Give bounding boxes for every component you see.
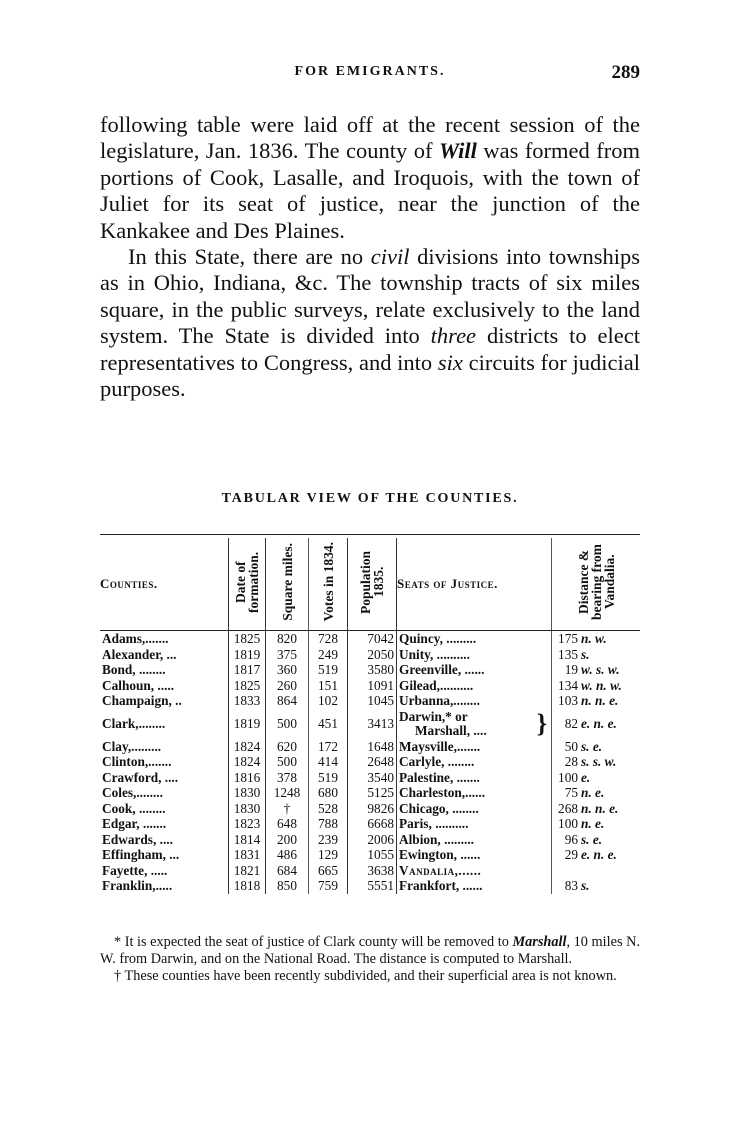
distance-miles: 268 (558, 800, 578, 816)
date-of-formation-cell: 1817 (229, 662, 266, 678)
seat-of-justice-cell: Carlyle, ........ (397, 754, 552, 770)
votes-cell: 249 (309, 647, 348, 663)
table-row (100, 709, 640, 739)
header-distance (552, 538, 641, 631)
square-miles-cell: 500 (277, 754, 297, 769)
county-name-cell: Edwards, .... (102, 831, 173, 847)
header-votes (309, 538, 348, 631)
seat-of-justice-cell: Gilead,.......... (397, 678, 552, 694)
distance-bearing-cell (552, 662, 641, 678)
population-cell: 6668 (348, 816, 397, 832)
square-miles-cell: 375 (277, 646, 297, 662)
seat-of-justice-cell: Frankfort, ...... (397, 878, 552, 894)
header-counties: Counties. (100, 538, 229, 631)
header-date-of-formation (229, 538, 266, 631)
table-body (100, 631, 640, 894)
date-of-formation-cell: 1814 (229, 832, 266, 848)
population-cell: 3413 (348, 709, 397, 739)
text-run: circuits for judicial purposes. (100, 349, 640, 402)
date-of-formation-cell: 1830 (229, 801, 266, 817)
seat-of-justice-cell: Unity, .......... (397, 647, 552, 663)
population-cell: 1055 (348, 847, 397, 863)
date-of-formation-cell: 1831 (229, 847, 266, 863)
county-name-cell: Clinton,....... (102, 754, 172, 769)
county-name-cell: Adams,....... (102, 631, 169, 646)
seat-line-1: Darwin,* or (399, 708, 468, 724)
date-of-formation-cell: 1819 (229, 709, 266, 739)
table-row (100, 693, 640, 709)
county-name-cell: Edgar, ....... (102, 816, 167, 831)
votes-cell: 788 (309, 816, 348, 832)
population-cell: 1045 (348, 693, 397, 709)
seat-of-justice-cell: Urbanna,........ (397, 693, 552, 709)
distance-miles: 83 (564, 878, 578, 893)
population-cell: 7042 (348, 631, 397, 647)
date-of-formation-cell: 1816 (229, 770, 266, 786)
bearing: e. (581, 769, 591, 785)
bearing: s. e. (581, 831, 603, 847)
bearing: w. n. w. (581, 677, 622, 693)
population-cell: 1091 (348, 678, 397, 694)
page-number: 289 (611, 62, 640, 83)
bearing: n. n. e. (581, 693, 619, 708)
votes-cell: 239 (309, 832, 348, 848)
header-square-miles (266, 538, 309, 631)
seat-of-justice-cell: Quincy, ......... (397, 631, 552, 647)
population-cell: 2050 (348, 647, 397, 663)
header-votes-label: Votes in 1834. (320, 542, 336, 622)
table-row (100, 754, 640, 770)
population-cell: 5125 (348, 785, 397, 801)
votes-cell: 680 (309, 785, 348, 801)
emphasis-will: Will (438, 138, 477, 164)
date-of-formation-cell: 1819 (229, 647, 266, 663)
seat-of-justice-cell: Palestine, ....... (397, 770, 552, 786)
brace-symbol: } (536, 708, 547, 738)
population-cell: 5551 (348, 878, 397, 894)
emphasis-civil: civil (370, 244, 410, 270)
date-of-formation-cell: 1825 (229, 631, 266, 647)
distance-miles: 100 (558, 816, 578, 831)
header-square-miles-label: Square miles. (279, 543, 295, 621)
footnote-star (100, 934, 640, 968)
header-date-label: Date of formation. (233, 551, 261, 613)
footnotes (100, 934, 640, 984)
date-of-formation-cell: 1833 (229, 693, 266, 709)
bearing: n. n. e. (581, 800, 619, 816)
county-name-cell: Calhoun, ..... (102, 677, 175, 693)
date-of-formation-cell: 1824 (229, 739, 266, 755)
body-text (100, 112, 640, 402)
table-row (100, 678, 640, 694)
seat-of-justice-cell: Paris, .......... (397, 816, 552, 832)
table-row (100, 739, 640, 755)
text-run: In this State, there are no (128, 244, 371, 270)
text-run: following table were laid off at the recent session of the legislature, Jan. 1836. The county of (100, 112, 640, 164)
distance-miles: 19 (564, 662, 578, 677)
bearing: s. (581, 646, 590, 662)
county-name-cell: Bond, ........ (102, 662, 166, 677)
counties-table (100, 538, 640, 894)
distance-miles: 134 (558, 677, 578, 693)
seat-of-justice-cell: Chicago, ........ (397, 801, 552, 817)
bearing: n. w. (581, 631, 607, 646)
table-row (100, 647, 640, 663)
distance-miles: 29 (564, 847, 578, 862)
county-name-cell: Coles,........ (102, 785, 163, 800)
distance-bearing-cell (552, 754, 641, 770)
table-row (100, 662, 640, 678)
square-miles-cell: 500 (277, 715, 297, 731)
square-miles-cell: 864 (277, 693, 297, 708)
population-cell: 2006 (348, 832, 397, 848)
county-name-cell: Clark,........ (102, 715, 166, 731)
table-top-rule (100, 534, 640, 535)
population-cell: 3580 (348, 662, 397, 678)
distance-miles: 82 (564, 715, 578, 731)
population-cell: 3638 (348, 863, 397, 879)
distance-bearing-cell (552, 816, 641, 832)
seat-of-justice-cell: Ewington, ...... (397, 847, 552, 863)
header-population (348, 538, 397, 631)
emphasis-six: six (437, 349, 463, 375)
text-run: was formed from portions of Cook, Lasalle, and Iroquois, with the town of Juliet for its seat of justice, near the junction of the Kankakee and Des Plaines. (100, 138, 640, 243)
header-population-label: Population 1835. (358, 550, 386, 614)
votes-cell: 451 (309, 709, 348, 739)
bearing: e. n. e. (581, 715, 617, 731)
population-cell: 3540 (348, 770, 397, 786)
text-run: districts to elect representatives to Congress, and into (100, 323, 640, 375)
date-of-formation-cell: 1824 (229, 754, 266, 770)
population-cell: 1648 (348, 739, 397, 755)
table-row (100, 770, 640, 786)
text-run: , 10 miles N. W. from Darwin, and on the National Road. The distance is computed to Marshall. (100, 934, 640, 967)
seat-of-justice-cell (397, 709, 552, 739)
text-run: divisions into townships as in Ohio, Indiana, &c. The township tracts of six miles square, in the public surveys, relate exclusively to the land system. The State is divided into (100, 244, 640, 349)
votes-cell: 528 (309, 801, 348, 817)
county-name-cell: Effingham, ... (102, 847, 180, 862)
table-row (100, 832, 640, 848)
bearing: s. (581, 878, 590, 893)
county-name-cell: Alexander, ... (102, 646, 177, 662)
square-miles-cell: 260 (277, 677, 297, 693)
bearing: e. n. e. (581, 847, 617, 862)
square-miles-cell: 360 (277, 662, 297, 677)
running-title: FOR EMIGRANTS. (294, 64, 446, 79)
distance-bearing-cell (552, 863, 641, 879)
county-name-cell: Clay,......... (102, 738, 162, 754)
population-cell: 9826 (348, 801, 397, 817)
table-row (100, 631, 640, 647)
bearing: n. e. (581, 816, 605, 831)
votes-cell: 665 (309, 863, 348, 879)
distance-bearing-cell (552, 801, 641, 817)
seat-of-justice-cell: Maysville,....... (397, 739, 552, 755)
votes-cell: 519 (309, 770, 348, 786)
distance-bearing-cell (552, 631, 641, 647)
votes-cell: 151 (309, 678, 348, 694)
table-row (100, 878, 640, 894)
running-head (100, 62, 640, 84)
square-miles-cell: 378 (277, 769, 297, 785)
distance-bearing-cell (552, 693, 641, 709)
distance-bearing-cell (552, 847, 641, 863)
square-miles-cell: 820 (277, 631, 297, 646)
emphasis-marshall: Marshall (512, 934, 567, 950)
distance-miles: 96 (564, 831, 578, 847)
date-of-formation-cell: 1830 (229, 785, 266, 801)
seat-of-justice-cell: Vandalia,...... (397, 863, 552, 879)
county-name-cell: Crawford, .... (102, 769, 179, 785)
bearing: n. e. (581, 785, 605, 800)
bearing: w. s. w. (581, 662, 620, 677)
bearing: s. e. (581, 738, 603, 754)
votes-cell: 519 (309, 662, 348, 678)
votes-cell: 102 (309, 693, 348, 709)
distance-miles: 75 (564, 785, 578, 800)
votes-cell: 129 (309, 847, 348, 863)
header-seats-of-justice: Seats of Justice. (397, 538, 552, 631)
distance-bearing-cell (552, 770, 641, 786)
population-cell: 2648 (348, 754, 397, 770)
square-miles-cell: † (283, 800, 291, 816)
votes-cell: 759 (309, 878, 348, 894)
distance-bearing-cell (552, 709, 641, 739)
votes-cell: 172 (309, 739, 348, 755)
seat-of-justice-cell: Greenville, ...... (397, 662, 552, 678)
table-row (100, 863, 640, 879)
square-miles-cell: 620 (277, 738, 297, 754)
footnote-dagger: † These counties have been recently subdivided, and their superficial area is not known. (114, 967, 617, 984)
square-miles-cell: 648 (277, 816, 297, 831)
table-title: TABULAR VIEW OF THE COUNTIES. (221, 491, 519, 506)
county-name-cell: Fayette, ..... (102, 862, 168, 878)
square-miles-cell: 684 (277, 862, 297, 878)
table-header-row (100, 538, 640, 631)
seat-of-justice-cell: Charleston,...... (397, 785, 552, 801)
table-row (100, 801, 640, 817)
distance-miles: 135 (558, 646, 578, 662)
distance-miles: 103 (558, 693, 578, 708)
votes-cell: 414 (309, 754, 348, 770)
table-row (100, 785, 640, 801)
votes-cell: 728 (309, 631, 348, 647)
emphasis-three: three (430, 323, 477, 349)
square-miles-cell: 1248 (273, 785, 301, 800)
bearing: s. s. w. (581, 754, 617, 769)
distance-bearing-cell (552, 739, 641, 755)
distance-miles: 28 (564, 754, 578, 769)
seat-of-justice-cell: Albion, ......... (397, 832, 552, 848)
date-of-formation-cell: 1818 (229, 878, 266, 894)
table-row (100, 816, 640, 832)
table-row (100, 847, 640, 863)
square-miles-cell: 486 (277, 847, 297, 862)
header-distance-label: Distance & bearing from Vandalia. (575, 544, 617, 620)
distance-miles: 50 (564, 738, 578, 754)
distance-miles: 175 (558, 631, 578, 646)
date-of-formation-cell: 1821 (229, 863, 266, 879)
date-of-formation-cell: 1825 (229, 678, 266, 694)
distance-bearing-cell (552, 785, 641, 801)
paragraph-will-county (100, 112, 640, 244)
county-name-cell: Franklin,..... (102, 878, 173, 893)
date-of-formation-cell: 1823 (229, 816, 266, 832)
distance-bearing-cell (552, 832, 641, 848)
paragraph-civil-divisions (100, 244, 640, 402)
square-miles-cell: 850 (277, 878, 297, 893)
distance-bearing-cell (552, 678, 641, 694)
distance-bearing-cell (552, 647, 641, 663)
text-run: * It is expected the seat of justice of Clark county will be removed to (114, 934, 513, 950)
square-miles-cell: 200 (277, 831, 297, 847)
distance-miles: 100 (558, 769, 578, 785)
seat-line-2: Marshall, .... (415, 722, 487, 738)
county-name-cell: Cook, ........ (102, 800, 166, 816)
distance-bearing-cell (552, 878, 641, 894)
county-name-cell: Champaign, .. (102, 693, 182, 708)
